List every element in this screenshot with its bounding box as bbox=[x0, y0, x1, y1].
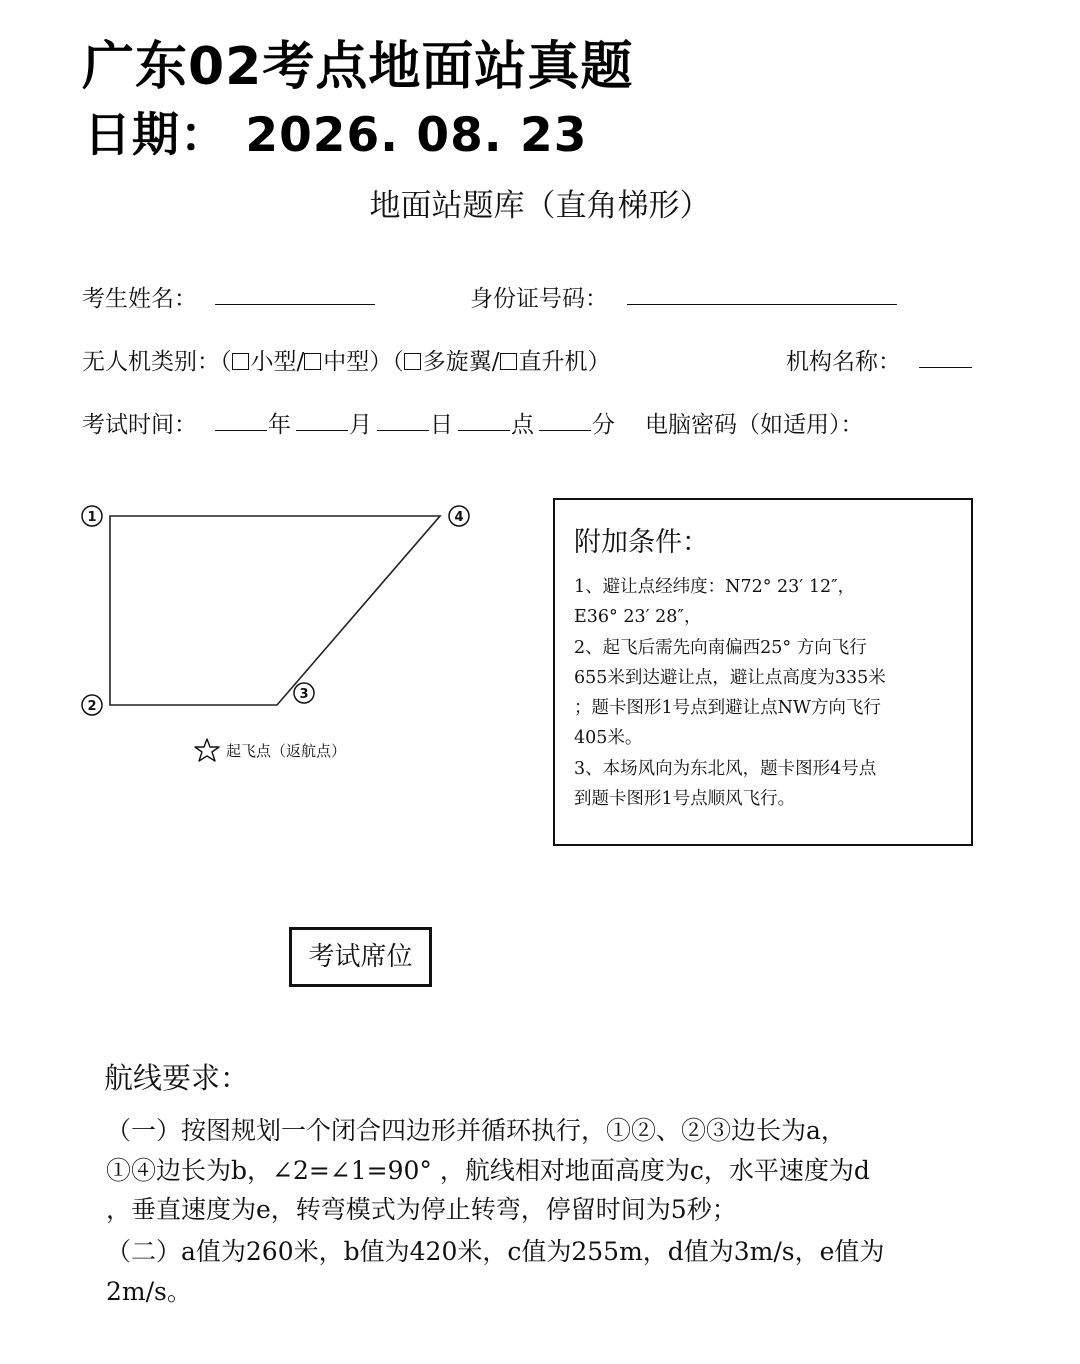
unit-day: 日 bbox=[430, 412, 453, 438]
exam-time-label: 考试时间： bbox=[82, 412, 197, 438]
uav-category-label: 无人机类别： bbox=[82, 349, 220, 375]
additional-conditions-box bbox=[553, 498, 973, 846]
route-requirement-line: 2m/s。 bbox=[106, 1277, 192, 1306]
condition-line: E36° 23′ 28″， bbox=[574, 607, 702, 627]
checkbox-multirotor bbox=[404, 353, 421, 370]
organization-label: 机构名称： bbox=[786, 349, 901, 375]
condition-line: ；题卡图形1号点到避让点NW方向飞行 bbox=[574, 698, 881, 718]
route-requirement-line: （二）a值为260米，b值为420米，c值为255m，d值为3m/s，e值为 bbox=[106, 1237, 885, 1266]
condition-line: 1、避让点经纬度：N72° 23′ 12″， bbox=[574, 577, 856, 597]
checkbox-medium bbox=[304, 353, 321, 370]
condition-line: 2、起飞后需先向南偏西25° 方向飞行 bbox=[574, 638, 867, 658]
unit-minute: 分 bbox=[592, 412, 615, 438]
point-marker-4 bbox=[449, 506, 469, 526]
exam-seat-box: 考试席位 bbox=[289, 927, 432, 987]
document-title: 地面站题库（直角梯形） bbox=[369, 188, 711, 224]
unit-month: 月 bbox=[349, 412, 372, 438]
route-requirement-line: （一）按图规划一个闭合四边形并循环执行，①②、②③边长为a， bbox=[106, 1116, 846, 1145]
takeoff-star-icon bbox=[195, 739, 219, 761]
point-marker-3 bbox=[294, 683, 314, 703]
checkbox-helicopter bbox=[500, 353, 517, 370]
uav-category-row bbox=[82, 343, 611, 376]
route-requirement-line: ，垂直速度为e，转弯模式为停止转弯，停留时间为5秒； bbox=[106, 1195, 737, 1224]
takeoff-label: 起飞点（返航点） bbox=[226, 742, 347, 760]
condition-line: 3、本场风向为东北风，题卡图形4号点 bbox=[574, 759, 877, 779]
condition-line: 405米。 bbox=[574, 728, 643, 748]
candidate-name-blank bbox=[215, 280, 375, 305]
point-marker-2 bbox=[82, 695, 102, 715]
option-multirotor: 多旋翼/ bbox=[422, 349, 500, 375]
id-number-blank bbox=[627, 280, 897, 305]
candidate-name-label: 考生姓名： bbox=[82, 286, 197, 312]
minute-blank bbox=[539, 406, 591, 431]
id-number-label: 身份证号码： bbox=[470, 286, 608, 312]
svg-text:4: 4 bbox=[454, 510, 464, 525]
size-open-paren: （ bbox=[220, 349, 232, 375]
hour-blank bbox=[458, 406, 510, 431]
header-title: 广东02考点地面站真题 bbox=[82, 37, 634, 97]
checkbox-small bbox=[232, 353, 249, 370]
condition-line: 到题卡图形1号点顺风飞行。 bbox=[574, 789, 796, 809]
unit-hour: 点 bbox=[511, 412, 534, 438]
month-blank bbox=[296, 406, 348, 431]
option-helicopter: 直升机） bbox=[518, 349, 611, 375]
option-small: 小型/ bbox=[250, 349, 305, 375]
type-open-paren: （ bbox=[392, 349, 404, 375]
conditions-title: 附加条件： bbox=[574, 527, 709, 558]
svg-text:2: 2 bbox=[87, 699, 97, 714]
organization-blank bbox=[919, 343, 972, 368]
route-requirement-line: ①④边长为b，∠2=∠1=90° ，航线相对地面高度为c，水平速度为d bbox=[106, 1156, 870, 1185]
header-date: 日期： 2026. 08. 23 bbox=[84, 108, 588, 163]
trapezoid-route-diagram bbox=[70, 495, 510, 775]
route-requirements-title: 航线要求： bbox=[104, 1061, 250, 1095]
trapezoid-route-shape bbox=[110, 516, 440, 705]
condition-line: 655米到达避让点，避让点高度为335米 bbox=[574, 668, 886, 688]
option-medium: 中型） bbox=[323, 349, 393, 375]
unit-year: 年 bbox=[268, 412, 291, 438]
year-blank bbox=[215, 406, 267, 431]
svg-text:3: 3 bbox=[299, 687, 309, 702]
point-marker-1 bbox=[82, 506, 102, 526]
day-blank bbox=[377, 406, 429, 431]
computer-password-label: 电脑密码（如适用）： bbox=[645, 412, 864, 438]
svg-text:1: 1 bbox=[87, 510, 97, 525]
